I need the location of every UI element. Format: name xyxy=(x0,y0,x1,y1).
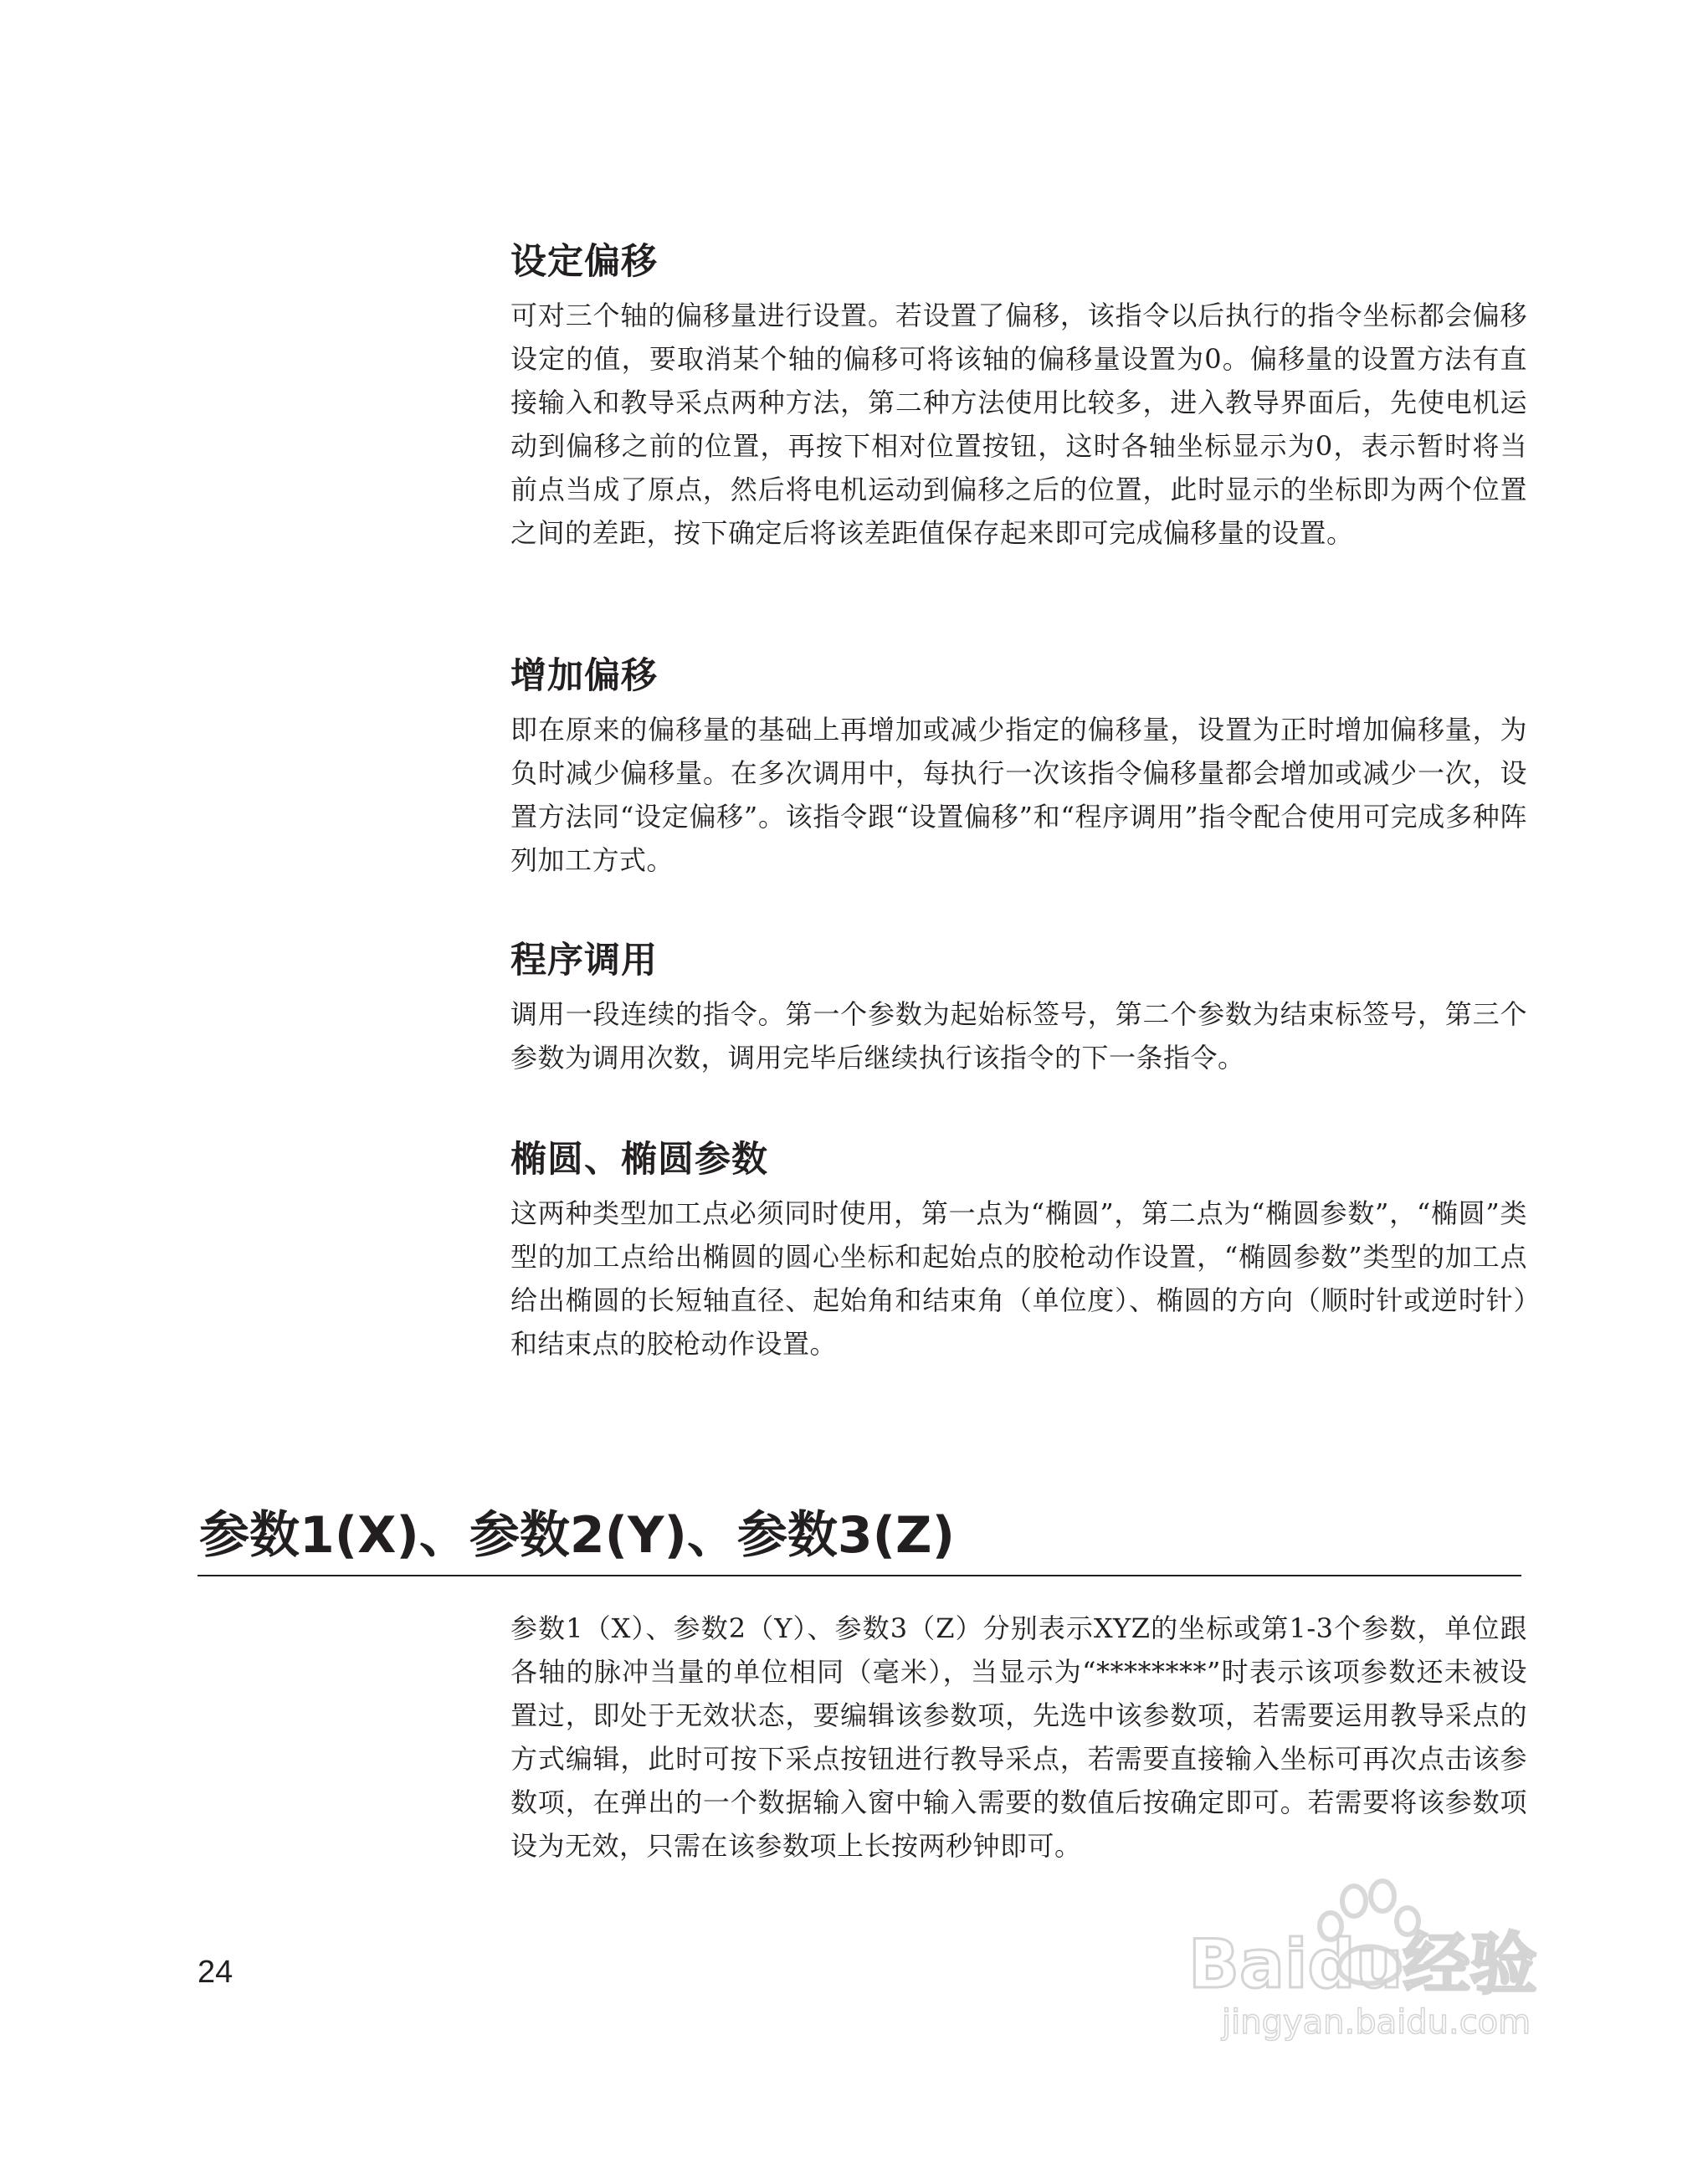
section-body: 这两种类型加工点必须同时使用，第一点为“椭圆”，第二点为“椭圆参数”，“椭圆”类型的加工点给出椭圆的圆心坐标和起始点的胶枪动作设置，“椭圆参数”类型的加工点给出椭圆的长短轴直径、起始角和结束角（单位度）、椭圆的方向（顺时针或逆时针）和结束点的胶枪动作设置。 xyxy=(510,1197,1527,1360)
baidu-jingyan-watermark xyxy=(1172,1874,1607,2042)
heading-divider xyxy=(197,1575,1521,1576)
main-heading: 参数1(X)、参数2(Y)、参数3(Z) xyxy=(199,1506,955,1565)
section-heading: 椭圆、椭圆参数 xyxy=(510,1139,768,1181)
section-body: 调用一段连续的指令。第一个参数为起始标签号，第二个参数为结束标签号，第三个参数为调用次数，调用完毕后继续执行该指令的下一条指令。 xyxy=(510,998,1527,1074)
section-ellipse xyxy=(510,1136,1527,1366)
paw-logo-icon xyxy=(1172,1874,1607,2042)
section-body: 即在原来的偏移量的基础上再增加或减少指定的偏移量，设置为正时增加偏移量，为负时减少偏移量。在多次调用中，每执行一次该指令偏移量都会增加或减少一次，设置方法同“设定偏移”。该指令跟“设置偏移”和“程序调用”指令配合使用可完成多种阵列加工方式。 xyxy=(510,714,1527,876)
section-heading: 程序调用 xyxy=(510,940,658,982)
watermark-url: jingyan.baidu.com xyxy=(1222,2003,1531,2042)
page-number: 24 xyxy=(197,1955,233,1990)
section-add-offset xyxy=(510,653,1527,882)
section-program-call xyxy=(510,937,1527,1079)
watermark-brand: Baidu经验 xyxy=(1188,1925,1537,2003)
section-body: 参数1（X）、参数2（Y）、参数3（Z）分别表示XYZ的坐标或第1-3个参数，单位跟各轴的脉冲当量的单位相同（毫米），当显示为“********”时表示该项参数还未被设置过，即处于无效状态，要编辑该参数项，先选中该参数项，若需要运用教导采点的方式编辑，此时可按下采点按钮进行教导采点，若需要直接输入坐标可再次点击该参数项，在弹出的一个数据输入窗中输入需要的数值后按确定即可。若需要将该参数项设为无效，只需在该参数项上长按两秒钟即可。 xyxy=(510,1612,1527,1862)
section-params xyxy=(510,1607,1527,1868)
section-heading: 设定偏移 xyxy=(510,241,658,283)
section-set-offset xyxy=(510,238,1527,555)
section-body: 可对三个轴的偏移量进行设置。若设置了偏移，该指令以后执行的指令坐标都会偏移设定的值，要取消某个轴的偏移可将该轴的偏移量设置为0。偏移量的设置方法有直接输入和教导采点两种方法，第二种方法使用比较多，进入教导界面后，先使电机运动到偏移之前的位置，再按下相对位置按钮，这时各轴坐标显示为0，表示暂时将当前点当成了原点，然后将电机运动到偏移之后的位置，此时显示的坐标即为两个位置之间的差距，按下确定后将该差距值保存起来即可完成偏移量的设置。 xyxy=(510,300,1527,549)
section-heading: 增加偏移 xyxy=(510,655,658,697)
